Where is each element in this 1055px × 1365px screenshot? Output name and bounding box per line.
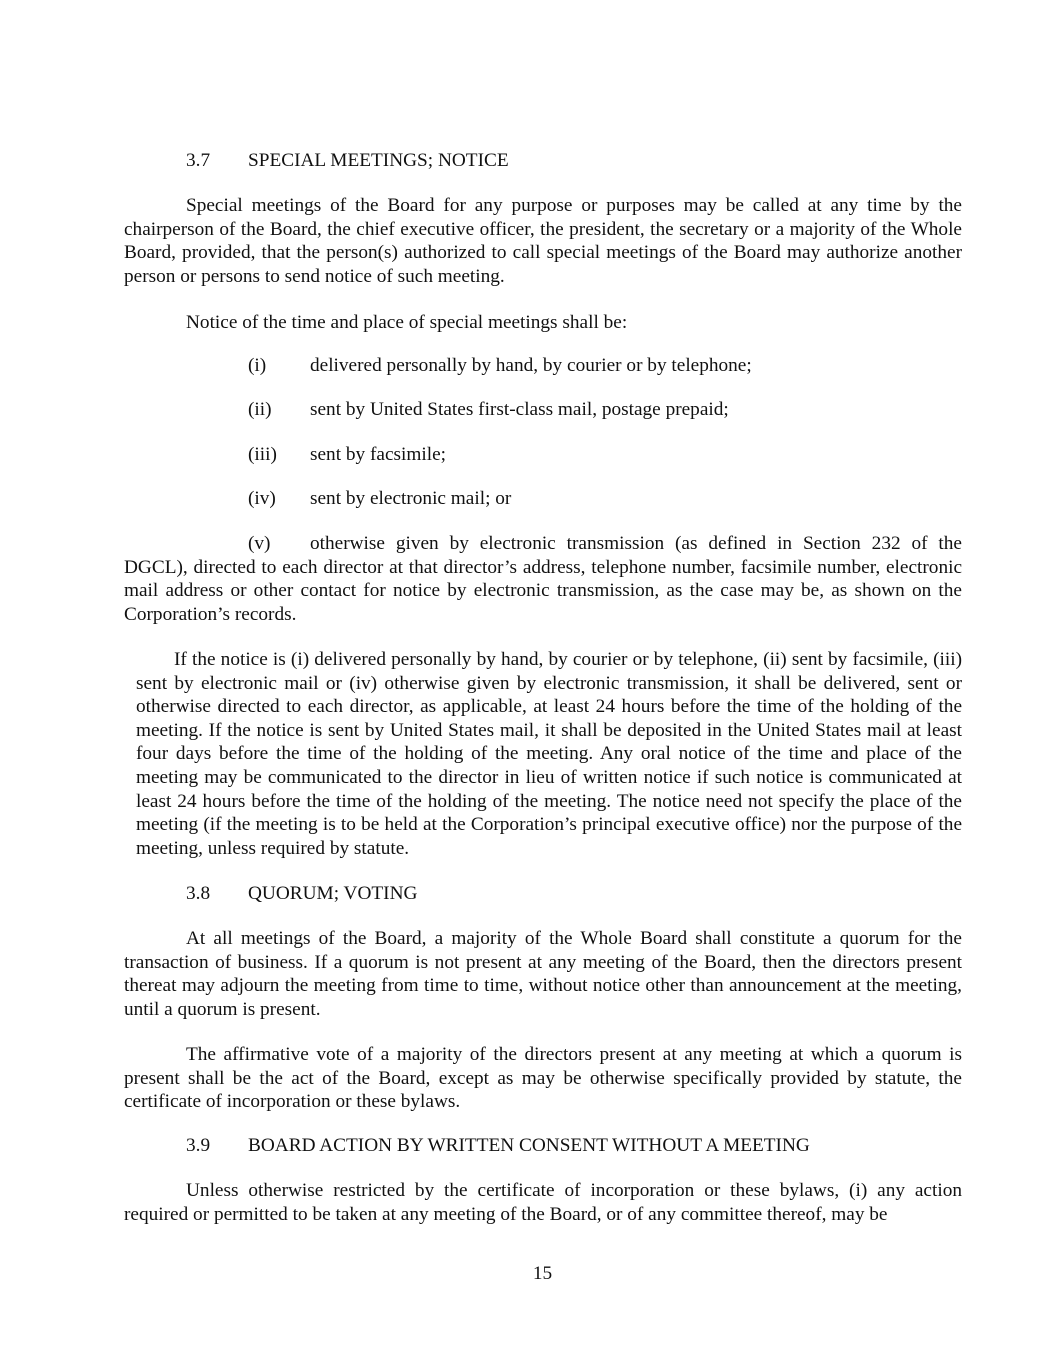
list-marker: (iv) <box>248 488 276 509</box>
section-number: 3.9 <box>186 1135 211 1156</box>
section-title: BOARD ACTION BY WRITTEN CONSENT WITHOUT A MEETING <box>248 1135 810 1156</box>
list-item <box>124 398 1055 422</box>
paragraph-notice-delivery: If the notice is (i) delivered personally by hand, by courier or by telephone, (ii) sent by facsimile, (iii) sent by electronic mail or (iv) otherwise given by electronic transmission, it shall be delivered, sent or otherwise directed to each director, as applicable, at least 24 hours before the time of the holding of the meeting. If the notice is sent by United States mail, it shall be deposited in the United States mail at least four days before the time of the holding of the meeting. Any oral notice of the time and place of the meeting may be communicated to the director in lieu of written notice if such notice is communicated at least 24 hours before the time of the holding of the meeting. The notice need not specify the place of the meeting (if the meeting is to be held at the Corporation’s principal executive office) nor the purpose of the meeting, unless required by statute. <box>136 649 962 859</box>
list-item <box>124 354 1055 378</box>
list-marker: (iii) <box>248 444 277 465</box>
section-3-7-heading <box>124 149 962 173</box>
section-3-9-heading <box>124 1134 962 1158</box>
paragraph-notice-intro: Notice of the time and place of special meetings shall be: <box>186 312 628 333</box>
list-item-long <box>124 532 962 626</box>
section-3-8-heading <box>124 882 962 906</box>
section-number: 3.7 <box>186 150 211 171</box>
paragraph-special-meetings: Special meetings of the Board for any purpose or purposes may be called at any time by the chairperson of the Board, the chief executive officer, the president, the secretary or a majority of the Whole Board, provided, that the person(s) authorized to call special meetings of the Board may authorize another person or persons to send notice of such meeting. <box>124 195 962 287</box>
list-marker: (ii) <box>248 399 272 420</box>
list-marker: (v) <box>248 533 271 554</box>
list-item <box>124 443 1055 467</box>
section-title: SPECIAL MEETINGS; NOTICE <box>248 150 509 171</box>
list-marker: (i) <box>248 355 267 376</box>
list-item-text: delivered personally by hand, by courier or by telephone; <box>310 355 752 376</box>
list-item-text: sent by United States first-class mail, postage prepaid; <box>310 399 729 420</box>
section-number: 3.8 <box>186 883 211 904</box>
paragraph-quorum: At all meetings of the Board, a majority of the Whole Board shall constitute a quorum for the transaction of business. If a quorum is not present at any meeting of the Board, then the directors present thereat may adjourn the meeting from time to time, without notice other than announcement at the meeting, until a quorum is present. <box>124 928 962 1020</box>
list-item-text: otherwise given by electronic transmission (as defined in Section 232 of the DGCL), directed to each director at that director’s address, telephone number, facsimile number, electronic mail address or other contact for notice by electronic transmission, as the case may be, as shown on the Corporation’s records. <box>124 533 962 625</box>
list-item-text: sent by electronic mail; or <box>310 488 512 509</box>
page-number: 15 <box>532 1263 553 1284</box>
list-item <box>124 487 1055 511</box>
paragraph-voting: The affirmative vote of a majority of the directors present at any meeting at which a quorum is present shall be the act of the Board, except as may be otherwise specifically provided by statute, the certificate of incorporation or these bylaws. <box>124 1044 962 1113</box>
list-item-text: sent by facsimile; <box>310 444 447 465</box>
paragraph-written-consent: Unless otherwise restricted by the certificate of incorporation or these bylaws, (i) any action required or permitted to be taken at any meeting of the Board, or of any committee thereof, may be <box>124 1180 962 1225</box>
section-title: QUORUM; VOTING <box>248 883 418 904</box>
